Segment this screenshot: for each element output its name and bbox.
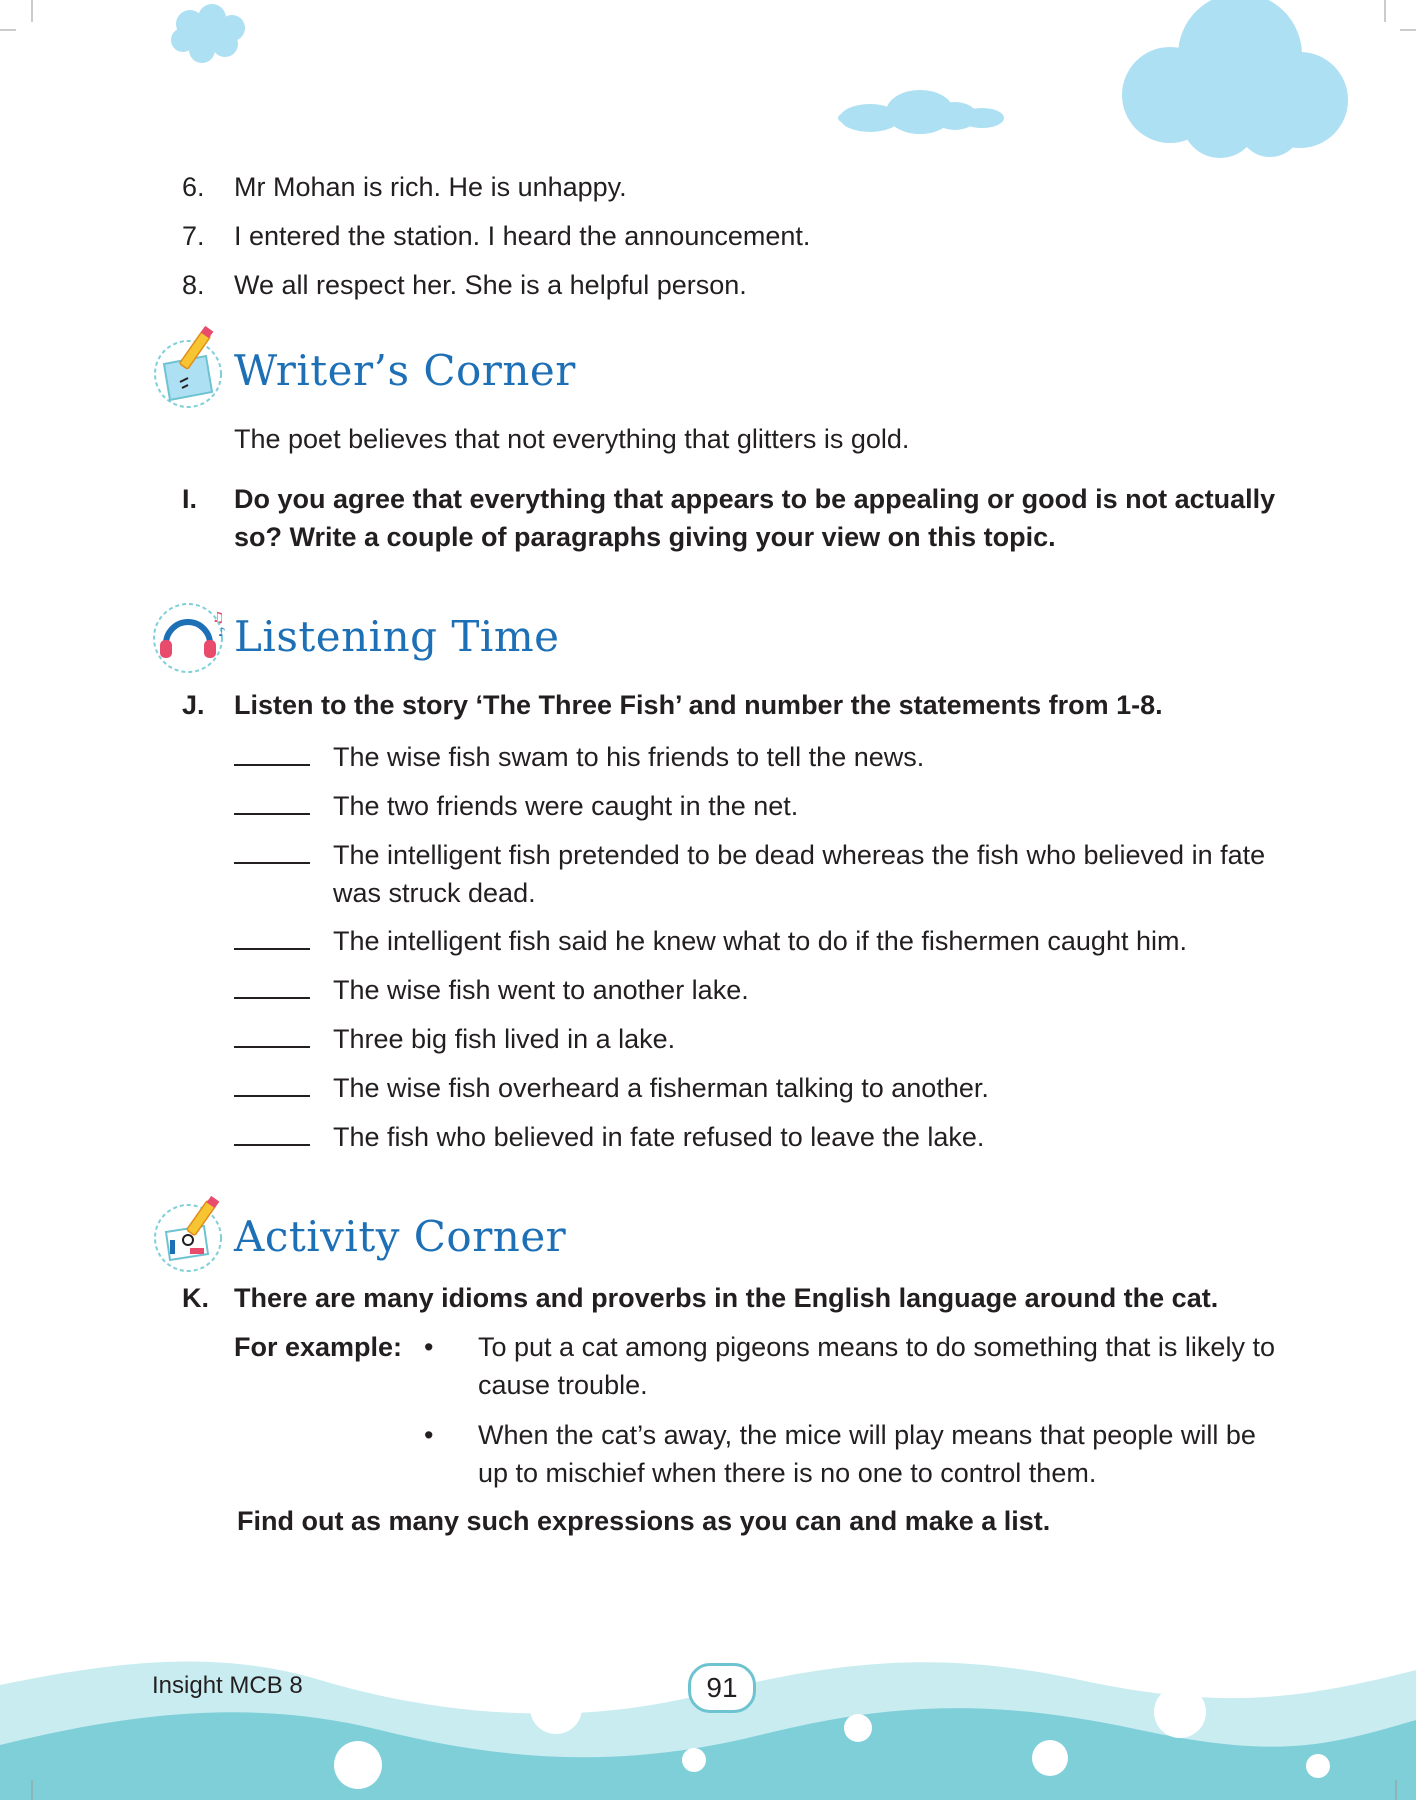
sentence-text: We all respect her. She is a helpful person. <box>234 270 747 300</box>
statement-item: The wise fish overheard a fisherman talking to another. <box>333 1073 989 1103</box>
answer-blank[interactable] <box>234 738 310 766</box>
page-number: 91 <box>688 1663 756 1713</box>
pencil-paper-icon <box>152 326 224 410</box>
activity-closing-instruction: Find out as many such expressions as you can and make a list. <box>237 1506 1051 1536</box>
sentence-number: 7. <box>182 221 205 251</box>
statement-item: The two friends were caught in the net. <box>333 791 799 821</box>
sentence-text: I entered the station. I heard the announcement. <box>234 221 811 251</box>
question-label-k: K. <box>182 1283 209 1313</box>
cloud-icon <box>1122 0 1348 158</box>
idiom-example: To put a cat among pigeons means to do something that is likely to cause trouble. <box>478 1332 1275 1400</box>
statement-item: Three big fish lived in a lake. <box>333 1024 676 1054</box>
listening-time-heading: Listening Time <box>234 612 560 661</box>
book-title: Insight MCB 8 <box>152 1672 303 1699</box>
activity-corner-question: There are many idioms and proverbs in the English language around the cat. <box>234 1283 1219 1313</box>
example-label: For example: <box>234 1332 403 1362</box>
statement-item: The wise fish swam to his friends to tell the news. <box>333 742 925 772</box>
idiom-example: When the cat’s away, the mice will play means that people will be up to mischief when there is no one to control them. <box>478 1420 1256 1488</box>
listening-time-question: Listen to the story ‘The Three Fish’ and number the statements from 1-8. <box>234 690 1163 720</box>
writers-corner-question: Do you agree that everything that appears to be appealing or good is not actually <box>234 484 1276 514</box>
statement-item: The wise fish went to another lake. <box>333 975 749 1005</box>
answer-blank[interactable] <box>234 1069 310 1097</box>
answer-blank[interactable] <box>234 971 310 999</box>
answer-blank[interactable] <box>234 787 310 815</box>
statement-item: The intelligent fish pretended to be dead whereas the fish who believed in fate was struck dead. <box>333 840 1266 908</box>
statement-item: The intelligent fish said he knew what to do if the fishermen caught him. <box>333 926 1187 956</box>
answer-blank[interactable] <box>234 1020 310 1048</box>
activity-corner-heading: Activity Corner <box>234 1212 567 1261</box>
question-label-i: I. <box>182 484 198 514</box>
question-label-j: J. <box>182 690 205 720</box>
small-cloud-icon <box>838 90 1004 134</box>
answer-blank[interactable] <box>234 836 310 864</box>
writers-corner-intro: The poet believes that not everything that glitters is gold. <box>234 424 910 454</box>
bullet: • <box>424 1332 434 1362</box>
flower-cloud-icon <box>171 4 245 63</box>
writers-corner-heading: Writer’s Corner <box>234 346 576 395</box>
sentence-number: 6. <box>182 172 205 202</box>
answer-blank[interactable] <box>234 1118 310 1146</box>
answer-blank[interactable] <box>234 922 310 950</box>
svg-text:♪: ♪ <box>218 625 226 639</box>
sentence-text: Mr Mohan is rich. He is unhappy. <box>234 172 627 202</box>
headphones-icon <box>152 596 232 676</box>
bullet: • <box>424 1420 434 1450</box>
sentence-number: 8. <box>182 270 205 300</box>
activity-pencil-icon <box>152 1196 230 1274</box>
top-decoration <box>0 0 1416 170</box>
writers-corner-question-cont: so? Write a couple of paragraphs giving your view on this topic. <box>234 522 1056 552</box>
svg-text:♫: ♫ <box>212 610 225 626</box>
statement-item: The fish who believed in fate refused to leave the lake. <box>333 1122 985 1152</box>
